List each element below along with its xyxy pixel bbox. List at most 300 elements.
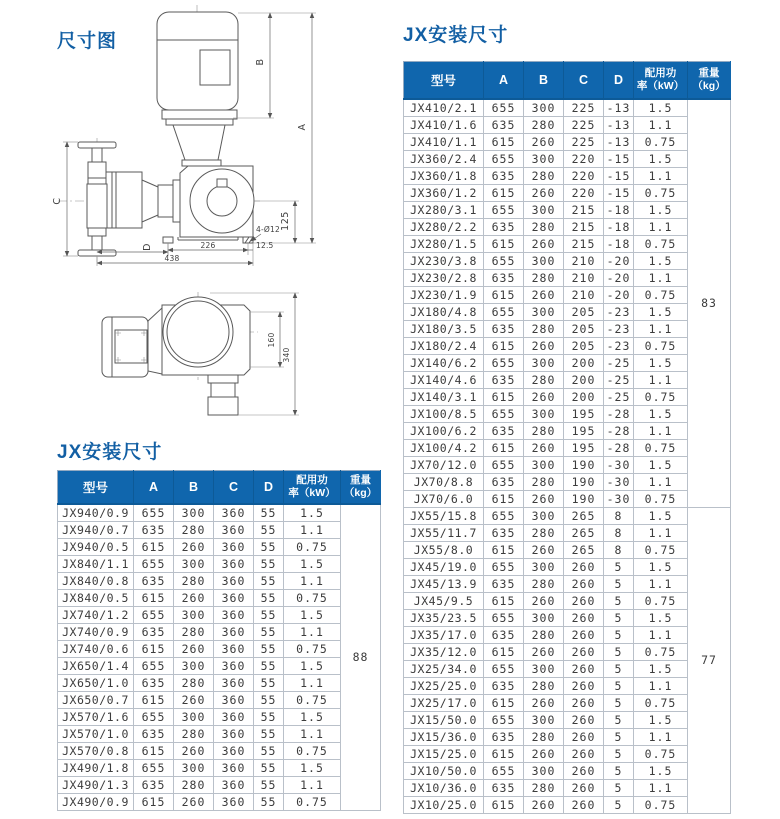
dim-c-cell: 205 <box>564 303 604 320</box>
model-cell: JX55/8.0 <box>404 541 484 558</box>
dim-label-b: B <box>255 58 266 66</box>
power-cell: 0.75 <box>634 592 688 609</box>
table-row <box>404 371 731 388</box>
power-cell: 1.5 <box>634 711 688 728</box>
dim-a-cell: 655 <box>134 504 174 522</box>
header-row <box>58 471 381 504</box>
dim-a-cell: 655 <box>484 456 524 473</box>
dimension-b <box>233 13 316 118</box>
dim-b-cell: 280 <box>524 728 564 745</box>
power-cell: 1.1 <box>284 521 341 538</box>
dim-b-cell: 280 <box>524 422 564 439</box>
model-cell: JX840/1.1 <box>58 555 134 572</box>
dim-d-cell: 5 <box>604 745 634 762</box>
power-cell: 1.5 <box>284 708 341 725</box>
power-cell: 0.75 <box>634 133 688 150</box>
dim-d-cell: -13 <box>604 99 634 117</box>
dim-c-cell: 190 <box>564 473 604 490</box>
dim-a-cell: 615 <box>484 490 524 507</box>
model-cell: JX410/1.1 <box>404 133 484 150</box>
right-table-section <box>403 20 730 814</box>
dim-label-438: 438 <box>164 254 180 263</box>
power-cell: 1.5 <box>284 759 341 776</box>
power-cell: 0.75 <box>284 742 341 759</box>
power-cell: 1.5 <box>284 555 341 572</box>
dim-d-cell: -23 <box>604 320 634 337</box>
left-table-section <box>57 437 380 811</box>
dim-a-cell: 655 <box>484 762 524 779</box>
dim-a-cell: 615 <box>484 286 524 303</box>
col-header-a: A <box>134 471 174 504</box>
table-row <box>404 218 731 235</box>
table-row <box>58 674 381 691</box>
col-header-model: 型号 <box>58 471 134 504</box>
motor-flange <box>162 110 237 119</box>
table-row <box>404 524 731 541</box>
model-cell: JX740/0.9 <box>58 623 134 640</box>
table-row <box>404 762 731 779</box>
model-cell: JX230/3.8 <box>404 252 484 269</box>
dim-c-cell: 360 <box>214 606 254 623</box>
dim-c-cell: 360 <box>214 555 254 572</box>
dim-a-cell: 615 <box>134 742 174 759</box>
model-cell: JX45/19.0 <box>404 558 484 575</box>
power-cell: 0.75 <box>634 694 688 711</box>
power-cell: 1.1 <box>284 572 341 589</box>
table-row <box>404 626 731 643</box>
dim-b-cell: 280 <box>524 677 564 694</box>
dim-c-cell: 260 <box>564 779 604 796</box>
table-row <box>404 422 731 439</box>
dim-d-cell: -20 <box>604 269 634 286</box>
dim-b-cell: 260 <box>174 691 214 708</box>
dim-c-cell: 260 <box>564 660 604 677</box>
dim-a-cell: 655 <box>484 252 524 269</box>
dim-c-cell: 360 <box>214 504 254 522</box>
power-cell: 1.5 <box>284 504 341 522</box>
power-cell: 1.5 <box>634 354 688 371</box>
dim-d-cell: -23 <box>604 303 634 320</box>
side-view <box>52 5 316 266</box>
dim-b-cell: 260 <box>524 541 564 558</box>
dim-a-cell: 615 <box>484 694 524 711</box>
dim-c-cell: 260 <box>564 643 604 660</box>
dim-d-cell: 5 <box>604 592 634 609</box>
model-cell: JX650/1.0 <box>58 674 134 691</box>
dim-b-cell: 300 <box>524 507 564 524</box>
dim-a-cell: 615 <box>484 184 524 201</box>
dim-a-cell: 635 <box>134 776 174 793</box>
dim-c-cell: 195 <box>564 405 604 422</box>
dim-b-cell: 280 <box>174 521 214 538</box>
table-row <box>404 473 731 490</box>
col-header-power: 配用功 率（kW） <box>284 471 341 504</box>
dim-d-cell: 55 <box>254 708 284 725</box>
dim-a-cell: 635 <box>134 725 174 742</box>
power-cell: 1.5 <box>634 303 688 320</box>
model-cell: JX360/1.2 <box>404 184 484 201</box>
dim-d-cell: -18 <box>604 235 634 252</box>
dim-d-cell: 55 <box>254 504 284 522</box>
col-header-d: D <box>254 471 284 504</box>
dim-d-cell: -28 <box>604 422 634 439</box>
dim-b-cell: 280 <box>174 725 214 742</box>
dimension-125 <box>255 201 299 243</box>
dim-c-cell: 260 <box>564 711 604 728</box>
model-cell: JX940/0.5 <box>58 538 134 555</box>
dim-b-cell: 300 <box>174 606 214 623</box>
model-cell: JX230/1.9 <box>404 286 484 303</box>
dim-c-cell: 260 <box>564 728 604 745</box>
table-row <box>404 320 731 337</box>
table-row <box>58 555 381 572</box>
table-row <box>404 405 731 422</box>
dim-a-cell: 655 <box>484 660 524 677</box>
lantern-bracket <box>173 125 225 160</box>
dim-d-cell: 5 <box>604 677 634 694</box>
table-row <box>404 201 731 218</box>
model-cell: JX140/6.2 <box>404 354 484 371</box>
model-cell: JX940/0.9 <box>58 504 134 522</box>
model-cell: JX55/11.7 <box>404 524 484 541</box>
dim-a-cell: 615 <box>134 793 174 810</box>
dim-b-cell: 300 <box>524 558 564 575</box>
dim-d-cell: 55 <box>254 572 284 589</box>
weight-cell: 77 <box>688 507 731 813</box>
dim-c-cell: 220 <box>564 184 604 201</box>
dim-b-cell: 300 <box>524 150 564 167</box>
power-cell: 1.1 <box>284 623 341 640</box>
dim-a-cell: 615 <box>484 643 524 660</box>
dim-a-cell: 615 <box>484 439 524 456</box>
dim-d-cell: -15 <box>604 184 634 201</box>
table-row <box>58 589 381 606</box>
model-cell: JX100/6.2 <box>404 422 484 439</box>
dim-c-cell: 360 <box>214 657 254 674</box>
keyway <box>217 179 227 187</box>
model-cell: JX55/15.8 <box>404 507 484 524</box>
dim-label-a: A <box>297 123 308 131</box>
dim-d-cell: 5 <box>604 643 634 660</box>
power-cell: 0.75 <box>634 184 688 201</box>
dim-c-cell: 265 <box>564 524 604 541</box>
power-cell: 1.1 <box>634 320 688 337</box>
dim-d-cell: 5 <box>604 711 634 728</box>
dim-d-cell: 55 <box>254 623 284 640</box>
col-header-weight: 重量 （kg） <box>688 62 731 99</box>
table-row <box>404 592 731 609</box>
table-row <box>58 640 381 657</box>
table-row <box>58 776 381 793</box>
model-cell: JX570/0.8 <box>58 742 134 759</box>
dim-label-340: 340 <box>282 347 291 363</box>
dim-d-cell: 5 <box>604 626 634 643</box>
col-header-d: D <box>604 62 634 99</box>
dim-b-cell: 280 <box>524 473 564 490</box>
dim-b-cell: 260 <box>524 439 564 456</box>
dim-a-cell: 655 <box>134 606 174 623</box>
table-row <box>58 759 381 776</box>
dim-a-cell: 655 <box>484 558 524 575</box>
dim-label-12-5: 12.5 <box>256 241 274 250</box>
col-header-a: A <box>484 62 524 99</box>
power-cell: 1.5 <box>634 405 688 422</box>
dim-c-cell: 260 <box>564 558 604 575</box>
table-row <box>404 269 731 286</box>
dim-a-cell: 655 <box>484 711 524 728</box>
power-cell: 1.5 <box>634 201 688 218</box>
dim-d-cell: 55 <box>254 589 284 606</box>
model-cell: JX180/2.4 <box>404 337 484 354</box>
dim-d-cell: 5 <box>604 660 634 677</box>
dim-a-cell: 615 <box>484 796 524 813</box>
dimension-160 <box>250 312 284 367</box>
dimension-c <box>52 142 78 256</box>
dim-b-cell: 300 <box>524 711 564 728</box>
dim-a-cell: 635 <box>484 116 524 133</box>
dim-b-cell: 300 <box>524 252 564 269</box>
dim-label-125: 125 <box>280 211 291 231</box>
model-cell: JX100/4.2 <box>404 439 484 456</box>
dim-c-cell: 260 <box>564 677 604 694</box>
dim-b-cell: 280 <box>524 167 564 184</box>
model-cell: JX840/0.8 <box>58 572 134 589</box>
dim-a-cell: 655 <box>134 708 174 725</box>
dim-b-cell: 280 <box>524 575 564 592</box>
dim-a-cell: 635 <box>484 626 524 643</box>
dim-d-cell: 55 <box>254 640 284 657</box>
power-cell: 0.75 <box>284 640 341 657</box>
dim-a-cell: 615 <box>134 589 174 606</box>
model-cell: JX15/50.0 <box>404 711 484 728</box>
table-row <box>58 504 381 522</box>
dim-a-cell: 635 <box>484 473 524 490</box>
pump-head <box>104 172 142 228</box>
model-cell: JX25/34.0 <box>404 660 484 677</box>
dim-b-cell: 260 <box>524 235 564 252</box>
dim-c-cell: 225 <box>564 116 604 133</box>
dim-a-cell: 635 <box>484 728 524 745</box>
dim-b-cell: 280 <box>524 524 564 541</box>
model-cell: JX70/8.8 <box>404 473 484 490</box>
power-cell: 0.75 <box>284 589 341 606</box>
model-cell: JX740/1.2 <box>58 606 134 623</box>
power-cell: 0.75 <box>634 235 688 252</box>
dim-a-cell: 655 <box>484 609 524 626</box>
dim-d-cell: 5 <box>604 609 634 626</box>
table-row <box>404 745 731 762</box>
dim-c-cell: 195 <box>564 439 604 456</box>
dim-b-cell: 300 <box>524 405 564 422</box>
dim-b-cell: 280 <box>174 572 214 589</box>
table-row <box>58 521 381 538</box>
table-row <box>58 742 381 759</box>
power-cell: 1.1 <box>634 422 688 439</box>
dim-b-cell: 300 <box>174 708 214 725</box>
table-row <box>404 439 731 456</box>
dim-c-cell: 195 <box>564 422 604 439</box>
header-row <box>404 62 731 99</box>
dim-a-cell: 635 <box>484 320 524 337</box>
dim-c-cell: 360 <box>214 623 254 640</box>
dim-a-cell: 635 <box>484 167 524 184</box>
power-cell: 1.5 <box>634 456 688 473</box>
table-row <box>404 184 731 201</box>
dimension-226 <box>168 241 274 255</box>
dim-c-cell: 360 <box>214 759 254 776</box>
table-row <box>404 575 731 592</box>
dim-b-cell: 260 <box>524 796 564 813</box>
model-cell: JX230/2.8 <box>404 269 484 286</box>
model-cell: JX25/25.0 <box>404 677 484 694</box>
dim-d-cell: -25 <box>604 354 634 371</box>
power-cell: 1.1 <box>634 728 688 745</box>
power-cell: 0.75 <box>284 793 341 810</box>
table-row <box>58 725 381 742</box>
dim-b-cell: 280 <box>524 320 564 337</box>
dim-b-cell: 280 <box>524 371 564 388</box>
dim-b-cell: 280 <box>174 674 214 691</box>
power-cell: 1.1 <box>634 677 688 694</box>
table-row <box>404 490 731 507</box>
table-row <box>404 558 731 575</box>
dim-b-cell: 260 <box>524 337 564 354</box>
dim-c-cell: 360 <box>214 521 254 538</box>
power-cell: 0.75 <box>634 439 688 456</box>
table-row <box>404 643 731 660</box>
dim-a-cell: 635 <box>484 422 524 439</box>
power-cell: 1.1 <box>634 524 688 541</box>
dim-c-cell: 225 <box>564 99 604 117</box>
dim-b-cell: 260 <box>524 388 564 405</box>
model-cell: JX360/2.4 <box>404 150 484 167</box>
power-cell: 0.75 <box>284 691 341 708</box>
dim-c-cell: 260 <box>564 575 604 592</box>
dim-d-cell: 55 <box>254 555 284 572</box>
dim-d-cell: 55 <box>254 759 284 776</box>
dim-b-cell: 260 <box>524 694 564 711</box>
dim-a-cell: 615 <box>484 745 524 762</box>
dim-a-cell: 635 <box>134 674 174 691</box>
dim-a-cell: 655 <box>134 759 174 776</box>
dim-c-cell: 260 <box>564 762 604 779</box>
model-cell: JX280/3.1 <box>404 201 484 218</box>
dim-a-cell: 635 <box>484 575 524 592</box>
model-cell: JX140/4.6 <box>404 371 484 388</box>
dim-a-cell: 615 <box>484 235 524 252</box>
power-cell: 1.5 <box>284 606 341 623</box>
dim-d-cell: -15 <box>604 167 634 184</box>
power-cell: 1.5 <box>284 657 341 674</box>
power-cell: 1.1 <box>634 779 688 796</box>
dim-c-cell: 210 <box>564 252 604 269</box>
dim-d-cell: 8 <box>604 507 634 524</box>
model-cell: JX10/25.0 <box>404 796 484 813</box>
dim-d-cell: -30 <box>604 473 634 490</box>
dim-d-cell: -28 <box>604 439 634 456</box>
model-cell: JX180/4.8 <box>404 303 484 320</box>
dim-c-cell: 215 <box>564 235 604 252</box>
table-row <box>404 728 731 745</box>
dim-c-cell: 360 <box>214 725 254 742</box>
power-cell: 1.1 <box>634 473 688 490</box>
power-cell: 1.5 <box>634 762 688 779</box>
dim-c-cell: 260 <box>564 609 604 626</box>
table-row <box>404 116 731 133</box>
dim-c-cell: 190 <box>564 490 604 507</box>
dim-a-cell: 635 <box>134 521 174 538</box>
col-header-b: B <box>174 471 214 504</box>
dim-b-cell: 260 <box>524 133 564 150</box>
dim-b-cell: 300 <box>524 99 564 117</box>
power-cell: 1.1 <box>634 371 688 388</box>
dim-b-cell: 280 <box>174 623 214 640</box>
dim-d-cell: 55 <box>254 776 284 793</box>
dim-d-cell: -23 <box>604 337 634 354</box>
model-cell: JX490/1.3 <box>58 776 134 793</box>
table-row <box>404 388 731 405</box>
power-cell: 1.1 <box>284 776 341 793</box>
dim-b-cell: 300 <box>174 759 214 776</box>
top-view <box>102 292 299 415</box>
dim-d-cell: -13 <box>604 116 634 133</box>
dim-b-cell: 260 <box>174 538 214 555</box>
table-row <box>404 252 731 269</box>
dim-d-cell: 8 <box>604 524 634 541</box>
model-cell: JX740/0.6 <box>58 640 134 657</box>
dim-c-cell: 265 <box>564 507 604 524</box>
model-cell: JX15/25.0 <box>404 745 484 762</box>
col-header-power: 配用功 率（kW） <box>634 62 688 99</box>
dim-a-cell: 615 <box>484 592 524 609</box>
dim-d-cell: 5 <box>604 728 634 745</box>
dim-d-cell: -25 <box>604 371 634 388</box>
model-cell: JX490/0.9 <box>58 793 134 810</box>
dim-b-cell: 300 <box>524 354 564 371</box>
dim-a-cell: 635 <box>484 779 524 796</box>
table-row <box>58 623 381 640</box>
model-cell: JX180/3.5 <box>404 320 484 337</box>
power-cell: 1.1 <box>634 167 688 184</box>
power-cell: 0.75 <box>634 388 688 405</box>
left-table-title: JX安装尺寸 <box>57 442 163 463</box>
dim-d-cell: -15 <box>604 150 634 167</box>
dim-d-cell: -20 <box>604 286 634 303</box>
dim-b-cell: 300 <box>524 762 564 779</box>
dim-c-cell: 200 <box>564 371 604 388</box>
dim-a-cell: 655 <box>484 507 524 524</box>
dim-a-cell: 655 <box>484 201 524 218</box>
power-cell: 0.75 <box>634 796 688 813</box>
dim-b-cell: 260 <box>524 286 564 303</box>
dim-c-cell: 360 <box>214 538 254 555</box>
dim-c-cell: 360 <box>214 776 254 793</box>
dim-b-cell: 260 <box>524 643 564 660</box>
power-cell: 1.1 <box>284 725 341 742</box>
dim-d-cell: 55 <box>254 674 284 691</box>
dim-c-cell: 360 <box>214 793 254 810</box>
col-header-model: 型号 <box>404 62 484 99</box>
dim-a-cell: 615 <box>484 337 524 354</box>
dim-d-cell: 8 <box>604 541 634 558</box>
dim-b-cell: 260 <box>524 592 564 609</box>
dim-b-cell: 260 <box>524 745 564 762</box>
table-row <box>404 99 731 117</box>
dim-a-cell: 655 <box>134 555 174 572</box>
power-cell: 1.5 <box>634 252 688 269</box>
model-cell: JX45/9.5 <box>404 592 484 609</box>
dim-d-cell: 5 <box>604 779 634 796</box>
